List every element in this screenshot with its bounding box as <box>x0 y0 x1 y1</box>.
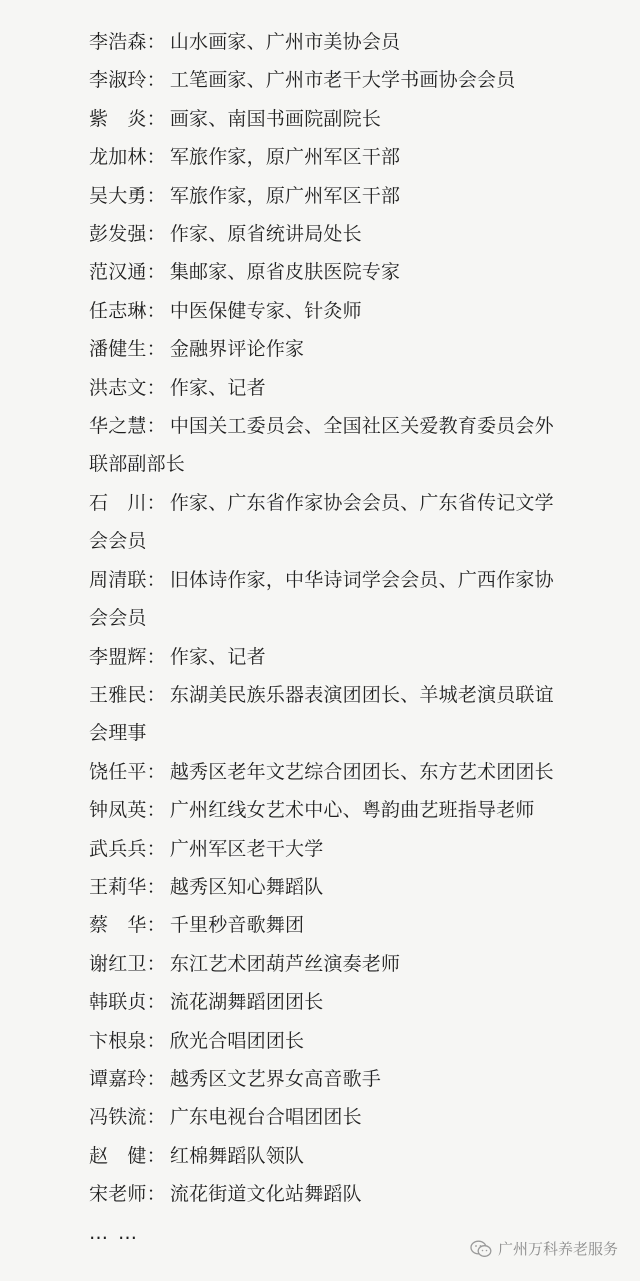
member-name: 王雅民 <box>89 683 147 706</box>
member-description: 金融界评论作家 <box>169 338 305 361</box>
separator-colon: ： <box>146 952 166 975</box>
separator-colon: ： <box>146 299 166 322</box>
member-description: 流花街道文化站舞蹈队 <box>169 1183 362 1206</box>
separator-colon: ： <box>146 875 166 898</box>
member-description: 作家、原省统讲局处长 <box>169 223 362 246</box>
list-item <box>89 676 569 753</box>
member-name: 冯铁流 <box>89 1106 147 1129</box>
member-description: 广州军区老干大学 <box>169 837 324 860</box>
member-description: 东江艺术团葫芦丝演奏老师 <box>169 952 401 975</box>
list-item <box>89 791 569 829</box>
separator-colon: ： <box>146 991 166 1014</box>
list-item <box>89 330 569 368</box>
list-item <box>89 1137 569 1175</box>
separator-colon: ： <box>146 645 166 668</box>
list-item <box>89 61 569 99</box>
list-item <box>89 292 569 330</box>
member-description: 千里秒音歌舞团 <box>169 914 305 937</box>
member-name: 潘健生 <box>89 338 147 361</box>
member-name: 范汉通 <box>89 261 147 284</box>
member-name: 卞根泉 <box>89 1029 147 1052</box>
list-item <box>89 484 569 561</box>
list-item <box>89 906 569 944</box>
member-name: 谢红卫 <box>89 952 147 975</box>
wechat-icon <box>470 1240 492 1258</box>
member-description: 旧体诗作家，中华诗词学会会员、广西作家协会会员 <box>89 568 554 630</box>
separator-colon: ： <box>146 107 166 130</box>
separator-colon: ： <box>146 760 166 783</box>
list-item <box>89 638 569 676</box>
separator-colon: ： <box>146 1029 166 1052</box>
member-name: 王莉华 <box>89 875 147 898</box>
member-description: 越秀区文艺界女高音歌手 <box>169 1067 382 1090</box>
member-description: 军旅作家，原广州军区干部 <box>169 146 401 169</box>
member-description: 集邮家、原省皮肤医院专家 <box>169 261 401 284</box>
member-name: 李淑玲 <box>89 69 147 92</box>
list-item <box>89 138 569 176</box>
member-description: 军旅作家，原广州军区干部 <box>169 184 401 207</box>
member-name: 饶任平 <box>89 760 147 783</box>
member-name: 彭发强 <box>89 223 147 246</box>
list-item <box>89 561 569 638</box>
separator-colon: ： <box>146 223 166 246</box>
watermark <box>470 1238 618 1259</box>
member-list <box>89 23 569 1252</box>
separator-colon: ： <box>146 1183 166 1206</box>
list-item <box>89 945 569 983</box>
member-name: 任志琳 <box>89 299 147 322</box>
member-description: 越秀区老年文艺综合团团长、东方艺术团团长 <box>169 760 554 783</box>
member-description: 越秀区知心舞蹈队 <box>169 875 324 898</box>
member-description: 画家、南国书画院副院长 <box>169 107 382 130</box>
member-name: 谭嘉玲 <box>89 1067 147 1090</box>
member-name: 宋老师 <box>89 1183 147 1206</box>
member-name: 钟凤英 <box>89 799 147 822</box>
separator-colon: ： <box>146 683 166 706</box>
list-item <box>89 1060 569 1098</box>
member-name: 武兵兵 <box>89 837 147 860</box>
separator-colon: ： <box>146 799 166 822</box>
separator-colon: ： <box>146 1067 166 1090</box>
member-description: 红棉舞蹈队领队 <box>169 1144 305 1167</box>
member-description: 流花湖舞蹈团团长 <box>169 991 324 1014</box>
separator-colon: ： <box>146 1144 166 1167</box>
list-item <box>89 407 569 484</box>
separator-colon: ： <box>146 914 166 937</box>
member-name: 李盟辉 <box>89 645 147 668</box>
member-description: 中医保健专家、针灸师 <box>169 299 362 322</box>
member-name: 蔡 华 <box>89 914 147 937</box>
separator-colon: ： <box>146 1106 166 1129</box>
list-item <box>89 983 569 1021</box>
list-item <box>89 1175 569 1213</box>
list-item <box>89 753 569 791</box>
member-description: 工笔画家、广州市老干大学书画协会会员 <box>169 69 516 92</box>
separator-colon: ： <box>146 31 166 53</box>
list-item <box>89 830 569 868</box>
member-name: 韩联贞 <box>89 991 147 1014</box>
separator-colon: ： <box>146 376 166 399</box>
separator-colon: ： <box>146 491 166 514</box>
separator-colon: ： <box>146 837 166 860</box>
separator-colon: ： <box>146 69 166 92</box>
separator-colon: ： <box>146 184 166 207</box>
list-item <box>89 868 569 906</box>
member-description: 欣光合唱团团长 <box>169 1029 305 1052</box>
member-description: 作家、广东省作家协会会员、广东省传记文学会会员 <box>89 491 554 553</box>
separator-colon: ： <box>146 415 166 438</box>
member-description: 作家、记者 <box>169 376 266 399</box>
member-description: 山水画家、广州市美协会员 <box>169 31 401 53</box>
member-description: 广东电视台合唱团团长 <box>169 1106 362 1129</box>
member-name: 吴大勇 <box>89 184 147 207</box>
member-name: 洪志文 <box>89 376 147 399</box>
separator-colon: ： <box>146 568 166 591</box>
member-description: 作家、记者 <box>169 645 266 668</box>
ellipsis: … … <box>89 1221 140 1244</box>
member-name: 李浩森 <box>89 31 147 53</box>
member-name: 紫 炎 <box>89 107 147 130</box>
member-name: 华之慧 <box>89 415 147 438</box>
list-item <box>89 1098 569 1136</box>
list-item <box>89 177 569 215</box>
member-description: 中国关工委员会、全国社区关爱教育委员会外联部副部长 <box>89 415 554 476</box>
list-item <box>89 215 569 253</box>
list-item <box>89 23 569 61</box>
list-item <box>89 369 569 407</box>
watermark-text: 广州万科养老服务 <box>497 1240 618 1258</box>
separator-colon: ： <box>146 261 166 284</box>
member-name: 龙加林 <box>89 146 147 169</box>
separator-colon: ： <box>146 146 166 169</box>
member-description: 东湖美民族乐器表演团团长、羊城老演员联谊会理事 <box>89 683 554 745</box>
list-item <box>89 1022 569 1060</box>
member-name: 周清联 <box>89 568 147 591</box>
member-description: 广州红线女艺术中心、粤韵曲艺班指导老师 <box>169 799 535 822</box>
member-name: 赵 健 <box>89 1144 147 1167</box>
member-name: 石 川 <box>89 491 147 514</box>
list-item <box>89 253 569 291</box>
separator-colon: ： <box>146 338 166 361</box>
list-item <box>89 100 569 138</box>
